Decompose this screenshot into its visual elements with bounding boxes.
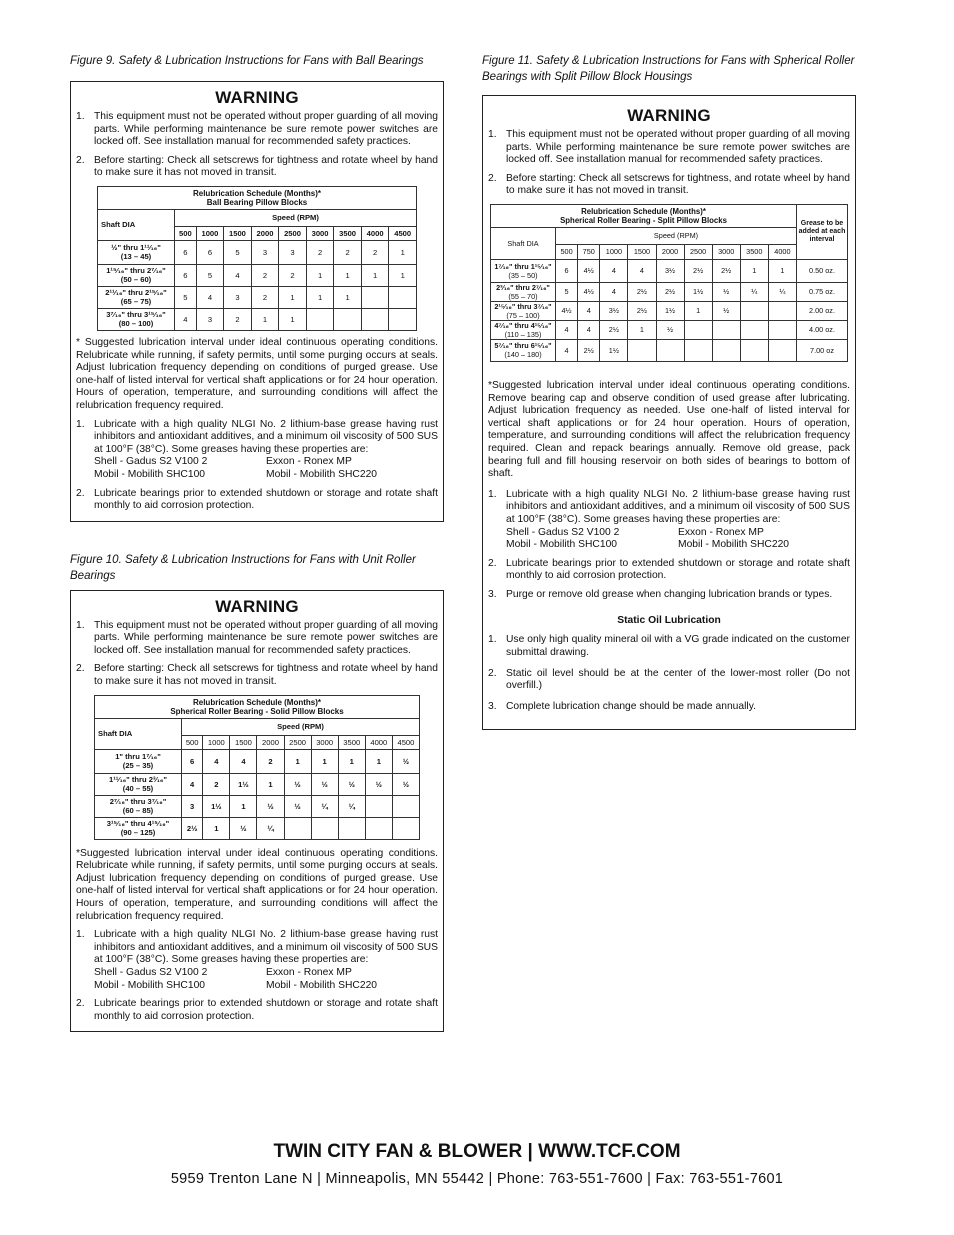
lubrication-list (76, 419, 438, 513)
table-row: 1¹¹⁄₁₆" thru 2³⁄₁₆" (40 – 55) 4 2 1½ 1 ½ ½ ½ ½ ½ (95, 773, 420, 795)
warning-item: 1. This equipment must not be operated without proper guarding of all moving parts. While performing maintenance be sure remote power switches are locked off. See installation manual for recommended safety practices. (76, 619, 438, 656)
shaft-dia-header: Shaft DIA (95, 718, 182, 749)
lubrication-item: 3. Purge or remove old grease when changing lubrication brands or types. (488, 588, 833, 600)
speed-col: 3000 (306, 226, 334, 240)
speed-col: 2500 (279, 226, 307, 240)
warning-title: WARNING (215, 596, 299, 616)
speed-col: 2000 (251, 226, 279, 240)
speed-col: 1500 (230, 735, 257, 749)
speed-col: 3500 (338, 735, 365, 749)
shaft-dia-header: Shaft DIA (491, 227, 556, 259)
lubrication-note: *Suggested lubrication interval under ideal continuous operating conditions. Remove bearing cap and observe condition of used grease after lubricating. Adjust lubrication frequency as needed. Use one-half of listed interval for vertical shaft applications or for 24 hour operation. Hours of operation, temperature, and surrounding conditions will affect the relubrication frequency required. Clean and repack bearings annually. Remove old grease, pack bearing full and fill housing reservoir on both sides of bearings to bottom of shaft. (488, 379, 850, 480)
table-row: 3⁷⁄₁₆" thru 3¹⁵⁄₁₆" (80 – 100) 4 3 2 1 1 (98, 308, 417, 330)
warning-list (76, 620, 438, 689)
table-row: 2³⁄₁₆" thru 2⁷⁄₁₆" (55 – 70) 5 4½ 4 2½ 2½ 1½ ½ ¼ ¼ 0.75 oz. (491, 282, 848, 301)
table-row: 5⁷⁄₁₆" thru 6¹⁵⁄₁₆" (140 – 180) 4 2½ 1½ 7.00 oz (491, 339, 848, 361)
speed-col: 3500 (740, 244, 768, 259)
speed-col: 1500 (224, 226, 252, 240)
static-oil-item: 2. Static oil level should be at the center of the lower-most roller (Do not overfill.) (488, 667, 850, 692)
static-oil-list (488, 634, 850, 713)
speed-header: Speed (RPM) (556, 227, 797, 244)
table-row: 4⁷⁄₁₆" thru 4¹⁵⁄₁₆" (110 – 135) 4 4 2½ 1 ½ 4.00 oz. (491, 320, 848, 339)
static-oil-item: 3. Complete lubrication change should be made annually. (488, 700, 756, 712)
speed-col: 750 (578, 244, 600, 259)
speed-col: 1000 (196, 226, 224, 240)
warning-item: 2. Before starting: Check all setscrews for tightness and rotate wheel by hand to make sure it has not moved in transit. (76, 663, 438, 688)
relubrication-table-ball-bearing (97, 186, 417, 331)
left-column (70, 53, 444, 1032)
table-row: 1¹⁵⁄₁₆" thru 2⁷⁄₁₆" (50 – 60) 6 5 4 2 2 1 1 1 1 (98, 264, 417, 286)
lubrication-item: 1. Lubricate with a high quality NLGI No. 2 lithium-base grease having rust inhibitors and antioxidant additives, and a minimum oil viscosity of 500 SUS at 100°F (38°C). Some greases having these properties are: Shell - Gadus S2 V100 2 Exxon - Ronex MP Mobil - Mobilith SHC100 Mobil - Mobilith SHC220 (76, 418, 438, 480)
table-title: Relubrication Schedule (Months)* Ball Bearing Pillow Blocks (98, 186, 417, 209)
table-row: 1" thru 1⁷⁄₁₆" (25 – 35) 6 4 4 2 1 1 1 1 ½ (95, 749, 420, 773)
table-row: ½" thru 1¹¹⁄₁₆" (13 – 45) 6 6 5 3 3 2 2 2 1 (98, 240, 417, 264)
lubrication-list (488, 489, 850, 602)
speed-col: 3000 (311, 735, 338, 749)
speed-col: 2000 (656, 244, 684, 259)
lubrication-list (76, 929, 438, 1023)
company-title: TWIN CITY FAN & BLOWER | WWW.TCF.COM (273, 1141, 681, 1162)
figure-10-caption: Figure 10. Safety & Lubrication Instructions for Fans with Unit Roller Bearings (70, 553, 416, 582)
lubrication-item: 1. Lubricate with a high quality NLGI No. 2 lithium-base grease having rust inhibitors and antioxidant additives, and a minimum oil viscosity of 500 SUS at 100°F (38°C). Some greases having these properties are: Shell - Gadus S2 V100 2 Exxon - Ronex MP Mobil - Mobilith SHC100 Mobil - Mobilith SHC220 (76, 929, 438, 991)
grease-list: Shell - Gadus S2 V100 2 Exxon - Ronex MP Mobil - Mobilith SHC100 Mobil - Mobilith SHC220 (94, 967, 378, 991)
table-title: Relubrication Schedule (Months)* Spherical Roller Bearing - Solid Pillow Blocks (95, 695, 420, 718)
speed-header: Speed (RPM) (175, 209, 417, 226)
lubrication-item: 2. Lubricate bearings prior to extended shutdown or storage and rotate shaft monthly to aid corrosion protection. (76, 998, 438, 1022)
warning-title: WARNING (215, 88, 299, 107)
table-row: 2¹¹⁄₁₆" thru 2¹⁵⁄₁₆" (65 – 75) 5 4 3 2 1 1 1 (98, 286, 417, 308)
static-oil-heading: Static Oil Lubrication (617, 615, 721, 627)
grease-amount: 0.50 oz. (797, 259, 848, 282)
speed-col: 4500 (389, 226, 417, 240)
grease-amount-header: Grease to be added at each interval (797, 204, 848, 259)
right-column (482, 53, 856, 730)
lubrication-note: *Suggested lubrication interval under ideal continuous operating conditions. Relubricate while running, if safety permits, until some purging occurs at seals. Adjust lubrication frequency depending on conditions of purged grease. Use one-half of listed interval for vertical shaft applications or for 24 hour operation. Hours of operation, temperature, and surrounding conditions will affect the relubrication frequency required. (76, 847, 438, 922)
lubrication-note: * Suggested lubrication interval under ideal continuous operating conditions. Relubricate while running, if safety permits, until some purging occurs at seals. Adjust lubrication frequency depending on conditions of purged grease. Use one-half of listed interval for vertical shaft applications or for 24 hour operation. Hours of operation, temperature, and surrounding conditions will affect the relubrication frequency required. (76, 336, 438, 411)
speed-col: 4000 (768, 244, 796, 259)
warning-title: WARNING (627, 106, 711, 125)
warning-item: 2. Before starting: Check all setscrews for tightness and rotate wheel by hand to make sure it has not moved in transit. (76, 154, 438, 179)
grease-amount: 4.00 oz. (797, 320, 848, 339)
speed-col: 2500 (284, 735, 311, 749)
table-row: 1⁷⁄₁₆" thru 1¹⁵⁄₁₆" (35 – 50) 6 4½ 4 4 3½ 2½ 2½ 1 1 0.50 oz. (491, 259, 848, 282)
speed-col: 1500 (628, 244, 656, 259)
speed-col: 500 (556, 244, 578, 259)
grease-amount: 2.00 oz. (797, 301, 848, 320)
figure-11-caption: Figure 11. Safety & Lubrication Instructions for Fans with Spherical Roller Bearings with Split Pillow Block Housings (482, 55, 855, 83)
warning-list (76, 111, 438, 180)
lubrication-item: 2. Lubricate bearings prior to extended shutdown or storage and rotate shaft monthly to aid corrosion protection. (76, 487, 438, 512)
speed-col: 2000 (257, 735, 284, 749)
speed-header: Speed (RPM) (182, 718, 420, 735)
table-title: Relubrication Schedule (Months)* Spherical Roller Bearing - Split Pillow Blocks (491, 204, 797, 227)
relubrication-table-solid-pillow (94, 695, 420, 840)
speed-col: 1000 (203, 735, 230, 749)
lubrication-item: 1. Lubricate with a high quality NLGI No. 2 lithium-base grease having rust inhibitors and antioxidant additives, and a minimum oil viscosity of 500 SUS at 100°F (38°C). Some greases having these properties are: Shell - Gadus S2 V100 2 Exxon - Ronex MP Mobil - Mobilith SHC100 Mobil - Mobilith SHC220 (488, 488, 850, 551)
speed-col: 500 (182, 735, 203, 749)
table-row: 3¹⁵⁄₁₆" thru 4¹⁵⁄₁₆" (90 – 125) 2½ 1 ½ ¼ (95, 817, 420, 839)
figure-11-warning-box (482, 95, 856, 730)
speed-col: 500 (175, 226, 197, 240)
warning-item: 1. This equipment must not be operated without proper guarding of all moving parts. While performing maintenance be sure remote power switches are locked off. See installation manual for recommended safety practices. (488, 129, 850, 166)
grease-amount: 7.00 oz (797, 339, 848, 361)
warning-list (488, 129, 850, 198)
speed-col: 4500 (392, 735, 419, 749)
speed-col: 1000 (600, 244, 628, 259)
warning-item: 2. Before starting: Check all setscrews for tightness, and rotate wheel by hand to make sure it has not moved in transit. (488, 172, 850, 197)
relubrication-table-split-pillow (490, 204, 848, 362)
speed-col: 4000 (361, 226, 389, 240)
speed-col: 2500 (684, 244, 712, 259)
lubrication-item: 2. Lubricate bearings prior to extended shutdown or storage and rotate shaft monthly to aid corrosion protection. (488, 557, 850, 582)
static-oil-item: 1. Use only high quality mineral oil with a VG grade indicated on the customer submittal drawing. (488, 634, 850, 659)
figure-10-warning-box (70, 590, 444, 1033)
warning-item: 1. This equipment must not be operated without proper guarding of all moving parts. While performing maintenance be sure remote power switches are locked off. See installation manual for recommended safety practices. (76, 111, 438, 148)
figure-9-caption: Figure 9. Safety & Lubrication Instructions for Fans with Ball Bearings (70, 55, 424, 67)
speed-col: 3500 (334, 226, 362, 240)
table-row: 2⁷⁄₁₆" thru 3⁷⁄₁₆" (60 – 85) 3 1½ 1 ½ ½ ¼ ¼ (95, 795, 420, 817)
figure-9-warning-box (70, 81, 444, 522)
speed-col: 3000 (712, 244, 740, 259)
company-address: 5959 Trenton Lane N | Minneapolis, MN 55442 | Phone: 763-551-7600 | Fax: 763-551-7601 (170, 1171, 784, 1187)
shaft-dia-header: Shaft DIA (98, 209, 175, 240)
grease-list: Shell - Gadus S2 V100 2 Exxon - Ronex MP Mobil - Mobilith SHC100 Mobil - Mobilith SHC220 (94, 456, 378, 480)
speed-col: 4000 (365, 735, 392, 749)
grease-list: Shell - Gadus S2 V100 2 Exxon - Ronex MP Mobil - Mobilith SHC100 Mobil - Mobilith SHC220 (506, 526, 790, 551)
table-row: 2¹⁵⁄₁₆" thru 3⁷⁄₁₆" (75 – 100) 4½ 4 3½ 2½ 1½ 1 ½ 2.00 oz. (491, 301, 848, 320)
grease-amount: 0.75 oz. (797, 282, 848, 301)
